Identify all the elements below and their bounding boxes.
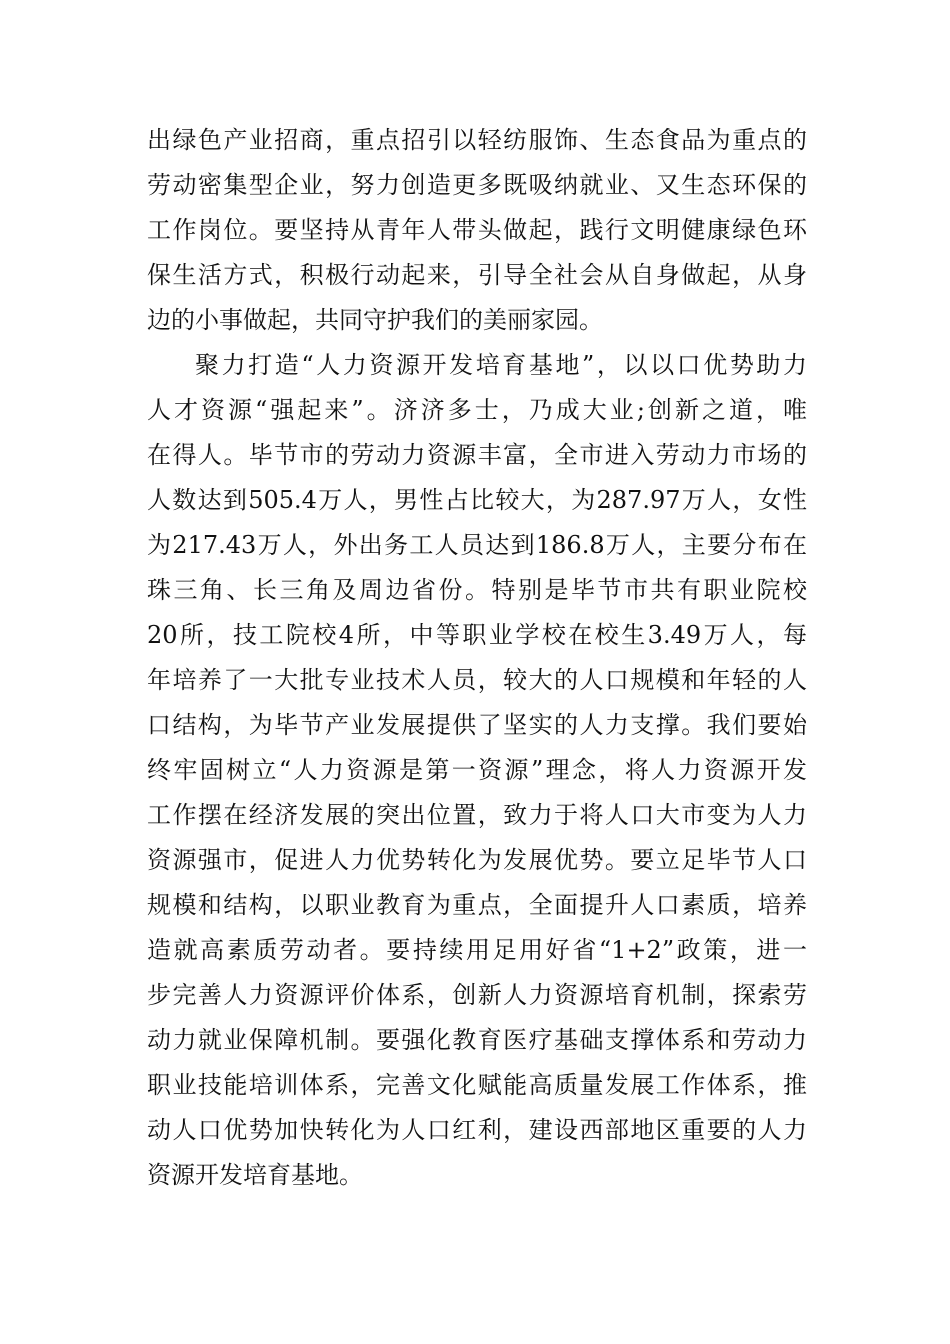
text-line: 终牢固树立“人力资源是第一资源”理念，将人力资源开发	[147, 756, 807, 784]
text-line: 动力就业保障机制。要强化教育医疗基础支撑体系和劳动力	[147, 1026, 807, 1054]
text-line: 20所，技工院校4所，中等职业学校在校生3.49万人，每	[147, 621, 807, 649]
text-line: 步完善人力资源评价体系，创新人力资源培育机制，探索劳	[147, 981, 807, 1009]
text-line: 出绿色产业招商，重点招引以轻纺服饰、生态食品为重点的	[147, 126, 807, 154]
text-line: 为217.43万人，外出务工人员达到186.8万人，主要分布在	[147, 531, 807, 559]
text-line: 资源开发培育基地。	[147, 1161, 363, 1189]
text-line: 珠三角、长三角及周边省份。特别是毕节市共有职业院校	[147, 576, 807, 604]
text-line: 保生活方式，积极行动起来，引导全社会从自身做起，从身	[147, 261, 807, 289]
document-body	[147, 118, 807, 1198]
paragraph-2	[147, 343, 807, 1198]
text-line: 在得人。毕节市的劳动力资源丰富，全市进入劳动力市场的	[147, 441, 807, 469]
text-line: 年培养了一大批专业技术人员，较大的人口规模和年轻的人	[147, 666, 807, 694]
text-line: 口结构，为毕节产业发展提供了坚实的人力支撑。我们要始	[147, 711, 807, 739]
text-line: 资源强市，促进人力优势转化为发展优势。要立足毕节人口	[147, 846, 807, 874]
text-line: 规模和结构，以职业教育为重点，全面提升人口素质，培养	[147, 891, 807, 919]
text-line: 职业技能培训体系，完善文化赋能高质量发展工作体系，推	[147, 1071, 807, 1099]
text-line: 劳动密集型企业，努力创造更多既吸纳就业、又生态环保的	[147, 171, 807, 199]
text-line: 造就高素质劳动者。要持续用足用好省“1+2”政策，进一	[147, 936, 807, 964]
text-line: 人数达到505.4万人，男性占比较大，为287.97万人，女性	[147, 486, 807, 514]
text-line: 聚力打造“人力资源开发培育基地”，以以口优势助力	[195, 351, 807, 379]
paragraph-1	[147, 118, 807, 343]
text-line: 工作岗位。要坚持从青年人带头做起，践行文明健康绿色环	[147, 216, 807, 244]
text-line: 动人口优势加快转化为人口红利，建设西部地区重要的人力	[147, 1116, 807, 1144]
text-line: 人才资源“强起来”。济济多士，乃成大业;创新之道，唯	[147, 396, 807, 424]
text-line: 边的小事做起，共同守护我们的美丽家园。	[147, 306, 603, 334]
text-line: 工作摆在经济发展的突出位置，致力于将人口大市变为人力	[147, 801, 807, 829]
